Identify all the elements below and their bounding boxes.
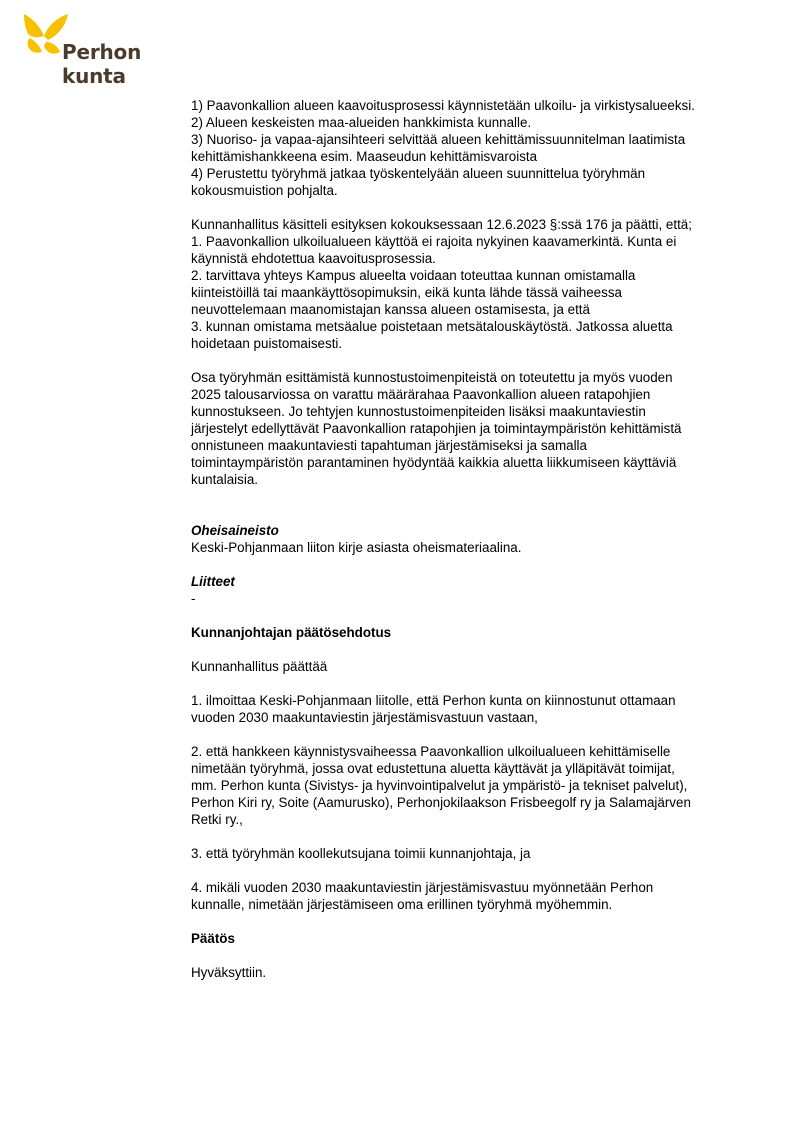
logo <box>22 12 192 88</box>
proposal-heading: Kunnanjohtajan päätösehdotus <box>191 625 392 640</box>
list-item: 1) Paavonkallion alueen kaavoitusprosessi käynnistetään ulkoilu- ja virkistysalueeksi. <box>191 98 695 113</box>
list-item: 4) Perustettu työryhmä jatkaa työskentelyään alueen suunnittelua työryhmän kokousmuistion pohjalta. <box>191 166 646 198</box>
attachments-info-text: Keski-Pohjanmaan liiton kirje asiasta oheismateriaalina. <box>191 540 522 555</box>
list-item: 1. Paavonkallion ulkoilualueen käyttöä ei rajoita nykyinen kaavamerkintä. Kunta ei käynnistä ehdotettua kaavoitusprosessia. <box>191 234 677 266</box>
list-item: 4. mikäli vuoden 2030 maakuntaviestin järjestämisvastuu myönnetään Perhon kunnalle, nimetään järjestämiseen oma erillinen työryhmä myöhemmin. <box>191 880 654 912</box>
list-item: 1. ilmoittaa Keski-Pohjanmaan liitolle, että Perhon kunta on kiinnostunut ottamaan vuoden 2030 maakuntaviestin järjestämisvastuun vastaan, <box>191 693 676 725</box>
list-item: 3. että työryhmän koollekutsujana toimii kunnanjohtaja, ja <box>191 846 531 861</box>
proposal-intro: Kunnanhallitus päättää <box>191 659 328 674</box>
list-item: 2) Alueen keskeisten maa-alueiden hankkimista kunnalle. <box>191 115 532 130</box>
attachments-info-heading: Oheisaineisto <box>191 523 279 538</box>
list-item: 2. että hankkeen käynnistysvaiheessa Paavonkallion ulkoilualueen kehittämiselle nimetään työryhmä, jossa ovat edustettuna aluetta käyttävät ja ylläpitävät toimijat, mm. Perhon kunta (Sivistys- ja hyvinvointipalvelut ja ympäristö- ja tekniset palvelut), Perhon Kiri ry, Soite (Aamurusko), Perhonjokilaakson Frisbeegolf ry ja Salamajärven Retki ry., <box>191 744 691 827</box>
list-item: 3) Nuoriso- ja vapaa-ajansihteeri selvittää alueen kehittämissuunnitelman laatimista kehittämishankkeena esim. Maaseudun kehittämisvaroista <box>191 132 686 164</box>
working-group-paragraph: Osa työryhmän esittämistä kunnostustoimenpiteistä on toteutettu ja myös vuoden 2025 talousarviossa on varattu määrärahaa Paavonkallion alueen ratapohjien kunnostukseen. Jo tehtyjen kunnostustoimenpiteiden lisäksi maakuntaviestin järjestelyt edellyttävät Paavonkallion ratapohjien ja toimintaympäristön kehittämistä onnistuneen maakuntaviesti tapahtuman järjestämiseksi ja samalla toimintaympäristön parantaminen hyödyntää kaikkia aluetta liikkumiseen käyttäviä kuntalaisia. <box>191 370 682 487</box>
appendices-text: - <box>191 591 196 606</box>
decision-heading: Päätös <box>191 931 235 946</box>
appendices-heading: Liitteet <box>191 574 235 589</box>
logo-text: Perhon kunta <box>62 40 142 88</box>
decision-text: Hyväksyttiin. <box>191 965 267 980</box>
list-item: 2. tarvittava yhteys Kampus alueelta voidaan toteuttaa kunnan omistamalla kiinteistöillä tai maankäyttösopimuksin, eikä kunta lähde tässä vaiheessa neuvottelemaan maanomistajan kanssa alueen ostamisesta, ja että <box>191 268 636 317</box>
document-body <box>191 97 701 981</box>
list-item: 3. kunnan omistama metsäalue poistetaan metsätalouskäytöstä. Jatkossa aluetta hoidetaan puistomaisesti. <box>191 319 673 351</box>
board-decision-intro: Kunnanhallitus käsitteli esityksen kokouksessaan 12.6.2023 §:ssä 176 ja päätti, että; <box>191 217 692 232</box>
